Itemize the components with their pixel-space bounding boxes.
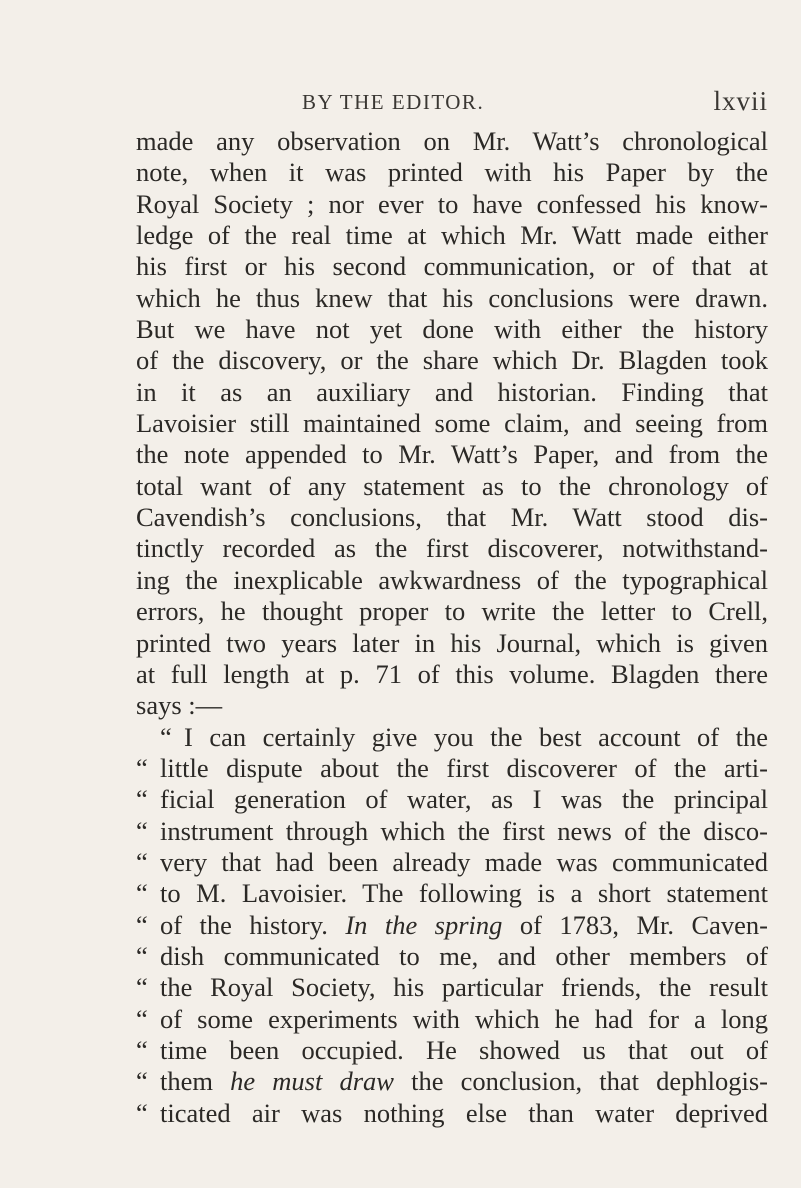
- quote-text: I can certainly give you the best account of the: [184, 721, 768, 752]
- quote-line: [136, 1035, 768, 1066]
- quote-text-mixed: [160, 1066, 768, 1097]
- quote-line: [136, 753, 768, 784]
- text-line: ing the inexplicable awkwardness of the typographical: [136, 564, 768, 595]
- text-line: But we have not yet done with either the history: [136, 314, 768, 345]
- quote-line: [136, 878, 768, 909]
- quote-mark: “: [136, 752, 148, 783]
- running-head: BY THE EDITOR.: [302, 90, 485, 114]
- quote-mark: “: [136, 878, 148, 909]
- quote-line: [136, 847, 768, 878]
- quote-mark: “: [136, 1097, 148, 1128]
- quote-segment: of the history.: [160, 909, 328, 940]
- quote-line: [136, 910, 768, 941]
- text-line: errors, he thought proper to write the letter to Crell,: [136, 596, 768, 627]
- quote-mark: “: [136, 909, 148, 940]
- page-header: [136, 84, 768, 124]
- quote-italic-segment: he must draw: [230, 1066, 394, 1097]
- quote-italic-segment: In the spring: [345, 909, 503, 940]
- quote-mark: “: [136, 846, 148, 877]
- quote-mark: “: [160, 721, 172, 752]
- quote-line: [136, 1098, 768, 1129]
- quote-text: dish communicated to me, and other members of: [160, 940, 768, 971]
- text-line: total want of any statement as to the chronology of: [136, 470, 768, 501]
- text-line: the note appended to Mr. Watt’s Paper, and from the: [136, 439, 768, 470]
- quote-mark: “: [136, 972, 148, 1003]
- body-text: [136, 126, 768, 1129]
- text-line: ledge of the real time at which Mr. Watt made either: [136, 220, 768, 251]
- quote-text: very that had been already made was communicated: [160, 846, 768, 877]
- quote-mark: “: [136, 1034, 148, 1065]
- quote-mark: “: [136, 815, 148, 846]
- text-line: in it as an auxiliary and historian. Finding that: [136, 376, 768, 407]
- quote-line: [136, 941, 768, 972]
- text-line: note, when it was printed with his Paper by the: [136, 157, 768, 188]
- quote-line: [136, 816, 768, 847]
- quote-text: instrument through which the first news of the disco-: [160, 815, 768, 846]
- text-line: made any observation on Mr. Watt’s chronological: [136, 126, 768, 156]
- text-line: tinctly recorded as the first discoverer, notwithstand-: [136, 533, 768, 564]
- quote-text: ticated air was nothing else than water deprived: [160, 1097, 768, 1128]
- text-line: at full length at p. 71 of this volume. Blagden there: [136, 658, 768, 689]
- text-line: printed two years later in his Journal, which is given: [136, 627, 768, 658]
- quote-text: of some experiments with which he had for a long: [160, 1003, 768, 1034]
- page-number: lxvii: [713, 86, 768, 116]
- quote-line: [136, 972, 768, 1003]
- quote-line: [136, 1066, 768, 1097]
- text-line: Cavendish’s conclusions, that Mr. Watt stood dis-: [136, 502, 768, 533]
- quote-mark: “: [136, 940, 148, 971]
- quote-segment: the conclusion, that dephlogis-: [411, 1066, 768, 1097]
- text-line: which he thus knew that his conclusions were drawn.: [136, 282, 768, 313]
- quote-text-mixed: [160, 910, 768, 941]
- quote-mark: “: [136, 1066, 148, 1097]
- quote-line: [136, 784, 768, 815]
- quote-segment: of 1783, Mr. Caven-: [519, 909, 769, 940]
- text-line: of the discovery, or the share which Dr. Blagden took: [136, 345, 768, 376]
- text-line: Royal Society ; nor ever to have confessed his know-: [136, 188, 768, 219]
- text-line: says :—: [136, 690, 223, 721]
- text-line: his first or his second communication, or of that at: [136, 251, 768, 282]
- quote-text: to M. Lavoisier. The following is a short statement: [160, 878, 768, 909]
- quote-text: little dispute about the first discoverer of the arti-: [160, 752, 768, 783]
- quote-mark: “: [136, 1003, 148, 1034]
- quote-line: [136, 1004, 768, 1035]
- text-line: Lavoisier still maintained some claim, and seeing from: [136, 408, 768, 439]
- quote-text: ficial generation of water, as I was the principal: [160, 784, 768, 815]
- quote-mark: “: [136, 784, 148, 815]
- quote-segment: them: [160, 1066, 213, 1097]
- quote-line: [136, 722, 768, 753]
- quote-text: the Royal Society, his particular friends, the result: [160, 972, 768, 1003]
- quote-text: time been occupied. He showed us that out of: [160, 1034, 768, 1065]
